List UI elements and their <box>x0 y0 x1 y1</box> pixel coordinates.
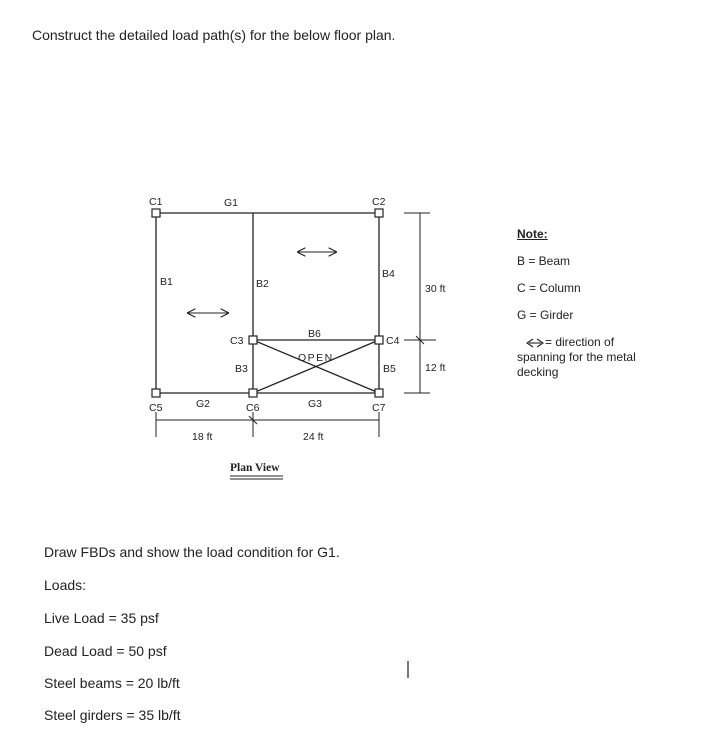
steel-girders-text: Steel girders = 35 lb/ft <box>44 707 181 723</box>
girder-g1-label: G1 <box>224 197 239 209</box>
dim-12ft-label: 12 ft <box>425 362 446 374</box>
column-c1-label: C1 <box>149 196 163 208</box>
column-c2-square <box>375 209 383 217</box>
legend-note <box>517 227 657 380</box>
column-c1-square <box>152 209 160 217</box>
column-c6-square <box>249 389 257 397</box>
plan-view-title: Plan View <box>230 462 280 474</box>
live-load-text: Live Load = 35 psf <box>44 610 159 626</box>
column-c3-label: C3 <box>230 335 244 347</box>
note-arrow-row <box>517 335 657 380</box>
beam-b3-label: B3 <box>235 363 248 375</box>
double-arrow-icon <box>517 338 545 348</box>
note-arrow-meaning: = direction of spanning for the metal decking <box>517 335 636 379</box>
dim-18ft-label: 18 ft <box>192 431 213 443</box>
opening-label: OPEN <box>298 352 334 364</box>
column-c5-square <box>152 389 160 397</box>
girder-g3-label: G3 <box>308 398 323 410</box>
column-c7-square <box>375 389 383 397</box>
column-c3-square <box>249 336 257 344</box>
loads-heading: Loads: <box>44 577 87 593</box>
beam-b4-label: B4 <box>382 268 395 280</box>
column-c4-square <box>375 336 383 344</box>
beam-b6-label: B6 <box>308 328 321 340</box>
girder-g2-label: G2 <box>196 398 211 410</box>
column-c4-label: C4 <box>386 335 400 347</box>
dead-load-text: Dead Load = 50 psf <box>44 643 167 659</box>
column-c2-label: C2 <box>372 196 386 208</box>
dim-24ft-label: 24 ft <box>303 431 324 443</box>
note-girder: G = Girder <box>517 308 574 322</box>
column-c7-label: C7 <box>372 402 386 414</box>
note-column: C = Column <box>517 281 581 295</box>
prompt-text: Construct the detailed load path(s) for the below floor plan. <box>32 27 396 43</box>
column-c6-label: C6 <box>246 402 260 414</box>
steel-beams-text: Steel beams = 20 lb/ft <box>44 675 180 691</box>
beam-b2-label: B2 <box>256 278 269 290</box>
note-beam: B = Beam <box>517 254 571 268</box>
beam-b5-label: B5 <box>383 363 396 375</box>
dim-30ft-label: 30 ft <box>425 283 446 295</box>
column-c5-label: C5 <box>149 402 163 414</box>
beam-b1-label: B1 <box>160 276 173 288</box>
task-text: Draw FBDs and show the load condition for G1. <box>44 544 340 560</box>
note-heading: Note: <box>517 227 548 241</box>
